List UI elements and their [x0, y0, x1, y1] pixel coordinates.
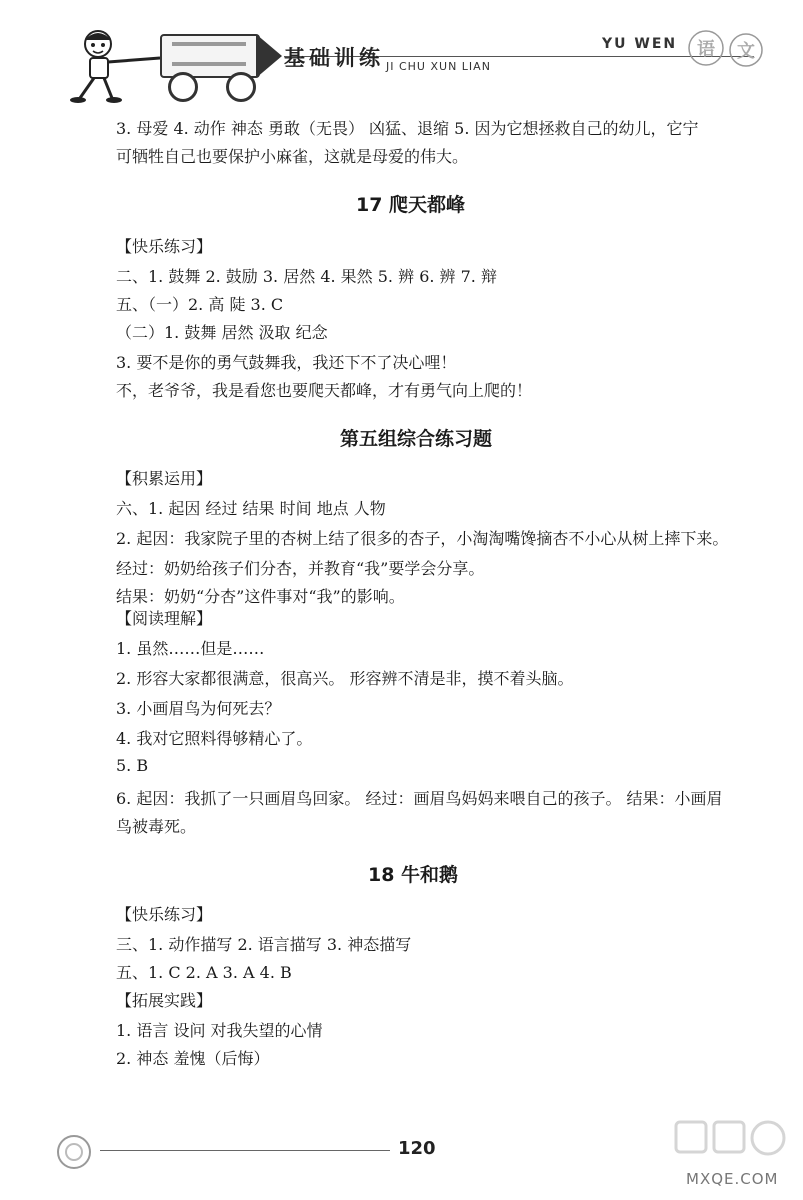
answer-line: 5. B: [116, 756, 149, 775]
answer-line: 3. 母爱 4. 动作 神态 勇敢（无畏） 凶猛、退缩 5. 因为它想拯救自己的幼儿，它宁: [116, 119, 699, 138]
answer-line: 三、1. 动作描写 2. 语言描写 3. 神态描写: [116, 935, 412, 954]
section-heading: 【快乐练习】: [116, 237, 213, 256]
group-5-title: 第五组综合练习题: [340, 428, 493, 450]
answer-line: 2. 形容大家都很满意，很高兴。 形容辨不清是非，摸不着头脑。: [116, 669, 574, 688]
badge-char-1: 语: [697, 39, 715, 60]
pencil-tip-shape: [256, 34, 282, 78]
cart-wheel-icon: [226, 72, 256, 102]
answer-line: 3. 要不是你的勇气鼓舞我，我还下不了决心哩！: [116, 353, 457, 372]
answer-line: 鸟被毒死。: [116, 817, 197, 836]
section-heading: 【积累运用】: [116, 469, 213, 488]
answer-line: 结果：奶奶“分杏”这件事对“我”的影响。: [116, 587, 405, 606]
answer-line: 2. 神态 羞愧（后悔）: [116, 1049, 270, 1068]
footer-rule: [100, 1150, 390, 1151]
badge-char-2: 文: [737, 41, 755, 62]
answer-line: 二、1. 鼓舞 2. 鼓励 3. 居然 4. 果然 5. 辨 6. 辨 7. 辩: [116, 267, 497, 286]
answer-line: 五、（一）2. 高 陡 3. C: [116, 295, 284, 314]
subject-pinyin: YU WEN: [602, 36, 678, 52]
answer-line: 3. 小画眉鸟为何死去？: [116, 699, 281, 718]
answer-line: 2. 起因：我家院子里的杏树上结了很多的杏子，小淘淘嘴馋摘杏不小心从树上摔下来。: [116, 529, 729, 548]
cart-wheel-icon: [168, 72, 198, 102]
footer-ornament-icon: [52, 1130, 96, 1174]
answer-line: 不，老爷爷，我是看您也要爬天都峰，才有勇气向上爬的！: [116, 381, 533, 400]
section-heading: 【快乐练习】: [116, 905, 213, 924]
answer-line: 1. 语言 设问 对我失望的心情: [116, 1021, 323, 1040]
series-brand-pinyin: JI CHU XUN LIAN: [386, 60, 491, 73]
section-heading: 【拓展实践】: [116, 991, 213, 1010]
page-header: [0, 0, 803, 110]
answer-line: 6. 起因：我抓了一只画眉鸟回家。 经过：画眉鸟妈妈来喂自己的孩子。 结果：小画眉: [116, 789, 723, 808]
section-heading: 【阅读理解】: [116, 609, 213, 628]
subject-badge-icon: [684, 26, 768, 72]
answer-line: 1. 虽然……但是……: [116, 639, 265, 658]
series-brand: 基础训练: [284, 46, 384, 70]
pencil-cart-illustration: [160, 34, 260, 78]
answer-line: 六、1. 起因 经过 结果 时间 地点 人物: [116, 499, 386, 518]
answer-line: 五、1. C 2. A 3. A 4. B: [116, 963, 292, 982]
lesson-18-title: 18 牛和鹅: [368, 864, 459, 886]
answer-line: （二）1. 鼓舞 居然 汲取 纪念: [116, 323, 328, 342]
answer-line: 4. 我对它照料得够精心了。: [116, 729, 313, 748]
answer-line: 可牺牲自己也要保护小麻雀，这就是母爱的伟大。: [116, 147, 469, 166]
page-number: 120: [398, 1138, 436, 1159]
watermark-text: MXQE.COM: [686, 1170, 779, 1188]
lesson-17-title: 17 爬天都峰: [356, 194, 466, 216]
answer-line: 经过：奶奶给孩子们分杏，并教育“我”要学会分享。: [116, 559, 485, 578]
